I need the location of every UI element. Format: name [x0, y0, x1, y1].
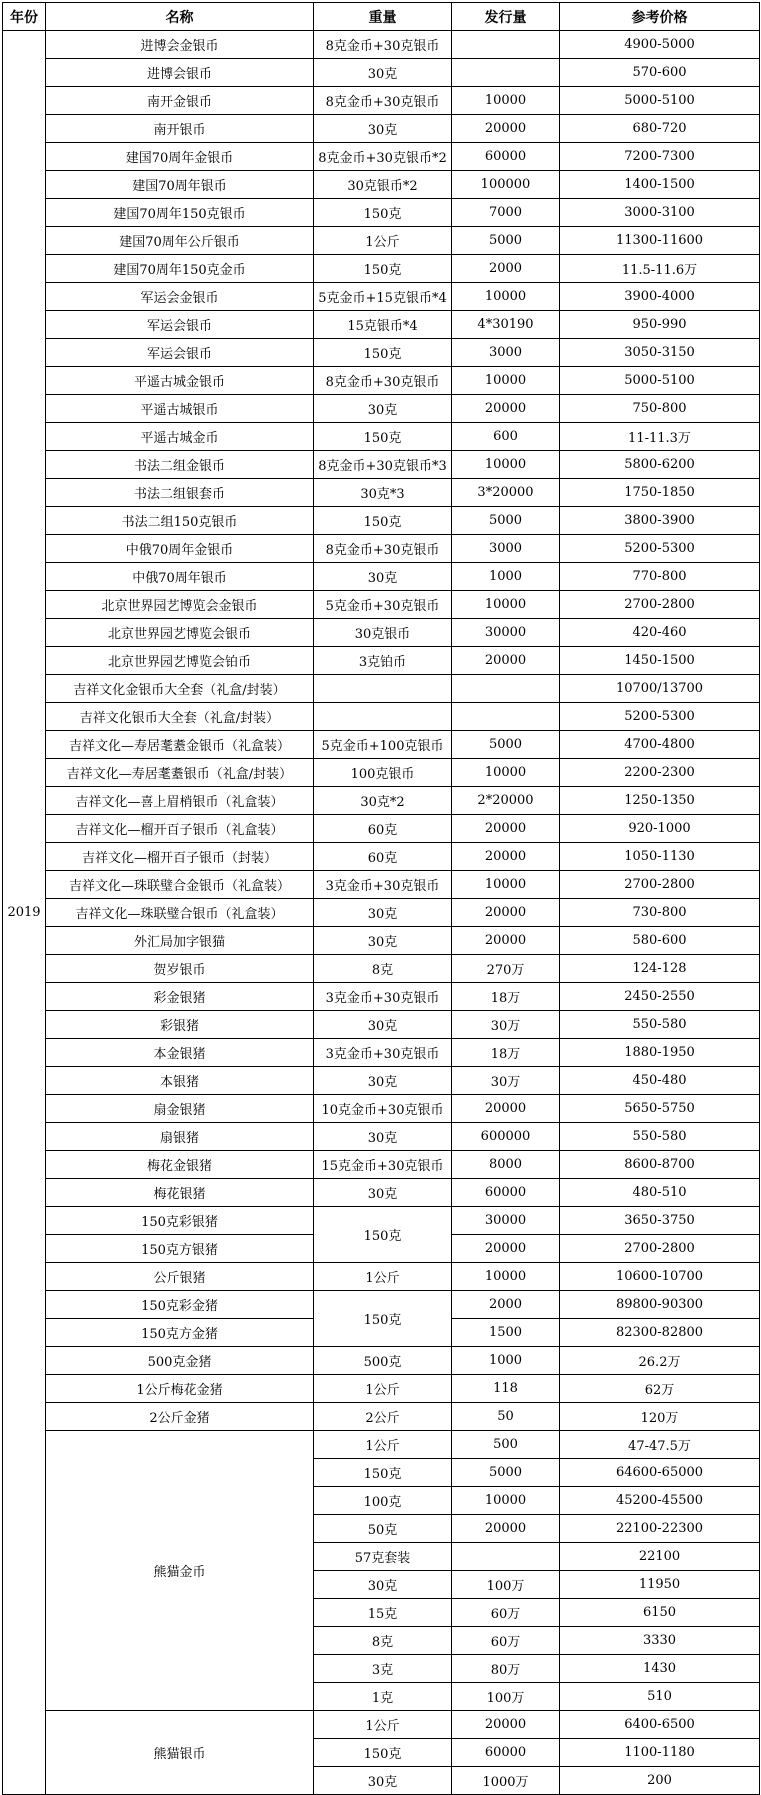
mintage-cell: 10000: [452, 871, 560, 899]
weight-cell: 1公斤: [314, 1431, 452, 1459]
table-body: [3, 31, 760, 1795]
mintage-cell: 118: [452, 1375, 560, 1403]
price-cell: 7200-7300: [560, 143, 760, 171]
price-cell: 510: [560, 1683, 760, 1711]
weight-cell: 15克银币*4: [314, 311, 452, 339]
weight-cell: 30克: [314, 1067, 452, 1095]
mintage-cell: 600: [452, 423, 560, 451]
weight-cell: 30克: [314, 1123, 452, 1151]
price-cell: 6400-6500: [560, 1711, 760, 1739]
coin-name-cell: 进博会金银币: [46, 31, 314, 59]
coin-name-cell: 吉祥文化银币大全套（礼盒/封装）: [46, 703, 314, 731]
table-row: [3, 283, 760, 311]
coin-name-cell: 南开金银币: [46, 87, 314, 115]
weight-cell: 15克金币+30克银币: [314, 1151, 452, 1179]
weight-cell: 30克: [314, 395, 452, 423]
table-row: [3, 87, 760, 115]
weight-cell: 5克金币+100克银币: [314, 731, 452, 759]
weight-cell: 8克金币+30克银币: [314, 367, 452, 395]
coin-name-cell: 500克金猪: [46, 1347, 314, 1375]
mintage-cell: 20000: [452, 1095, 560, 1123]
coin-name-cell: 进博会银币: [46, 59, 314, 87]
coin-name-cell: 军运会金银币: [46, 283, 314, 311]
price-cell: 47-47.5万: [560, 1431, 760, 1459]
price-cell: 11.5-11.6万: [560, 255, 760, 283]
mintage-cell: 30万: [452, 1067, 560, 1095]
mintage-cell: 50: [452, 1403, 560, 1431]
table-row: [3, 591, 760, 619]
mintage-cell: [452, 703, 560, 731]
mintage-cell: 60万: [452, 1627, 560, 1655]
table-row: [3, 339, 760, 367]
price-cell: 730-800: [560, 899, 760, 927]
mintage-cell: 100万: [452, 1571, 560, 1599]
mintage-cell: 20000: [452, 647, 560, 675]
coin-name-cell: 南开银币: [46, 115, 314, 143]
mintage-cell: 10000: [452, 451, 560, 479]
weight-cell: 57克套装: [314, 1543, 452, 1571]
coin-name-cell: 梅花金银猪: [46, 1151, 314, 1179]
table-row: [3, 311, 760, 339]
table-row: [3, 1291, 760, 1319]
price-cell: 2700-2800: [560, 1235, 760, 1263]
mintage-cell: [452, 1543, 560, 1571]
table-row: [3, 899, 760, 927]
mintage-cell: 1000: [452, 1347, 560, 1375]
price-cell: 3050-3150: [560, 339, 760, 367]
mintage-cell: 1000万: [452, 1767, 560, 1795]
table-row: [3, 647, 760, 675]
mintage-cell: 5000: [452, 731, 560, 759]
coin-name-cell: 中俄70周年银币: [46, 563, 314, 591]
weight-cell: [314, 703, 452, 731]
price-cell: 120万: [560, 1403, 760, 1431]
weight-cell: 1公斤: [314, 1711, 452, 1739]
header-year: 年份: [3, 3, 46, 31]
table-row: [3, 451, 760, 479]
table-row: [3, 1375, 760, 1403]
mintage-cell: 10000: [452, 367, 560, 395]
mintage-cell: 3000: [452, 535, 560, 563]
coin-name-cell: 外汇局加字银猫: [46, 927, 314, 955]
coin-name-cell: 吉祥文化—寿居耄耋金银币（礼盒装）: [46, 731, 314, 759]
price-cell: 950-990: [560, 311, 760, 339]
coin-name-cell: 建国70周年金银币: [46, 143, 314, 171]
price-cell: 920-1000: [560, 815, 760, 843]
weight-cell: 1公斤: [314, 227, 452, 255]
price-cell: 10600-10700: [560, 1263, 760, 1291]
price-cell: 26.2万: [560, 1347, 760, 1375]
coin-name-cell: 吉祥文化—榴开百子银币（礼盒装）: [46, 815, 314, 843]
mintage-cell: [452, 59, 560, 87]
coin-name-cell: 建国70周年公斤银币: [46, 227, 314, 255]
price-cell: 480-510: [560, 1179, 760, 1207]
table-row: [3, 871, 760, 899]
weight-cell: 60克: [314, 843, 452, 871]
coin-name-cell: 贺岁银币: [46, 955, 314, 983]
price-cell: 2700-2800: [560, 871, 760, 899]
price-cell: 1450-1500: [560, 647, 760, 675]
table-row: [3, 955, 760, 983]
coin-name-cell: 吉祥文化—榴开百子银币（封装）: [46, 843, 314, 871]
coin-name-cell: 彩银猪: [46, 1011, 314, 1039]
coin-name-cell: 150克彩金猪: [46, 1291, 314, 1319]
weight-cell: 15克: [314, 1599, 452, 1627]
price-cell: 2200-2300: [560, 759, 760, 787]
table-row: [3, 1095, 760, 1123]
weight-cell: 30克: [314, 1011, 452, 1039]
coin-name-cell: 150克彩银猪: [46, 1207, 314, 1235]
coin-name-cell: 150克方银猪: [46, 1235, 314, 1263]
table-row: [3, 479, 760, 507]
table-row: [3, 1207, 760, 1235]
coin-name-cell: 本金银猪: [46, 1039, 314, 1067]
mintage-cell: 100000: [452, 171, 560, 199]
weight-cell: 8克: [314, 1627, 452, 1655]
mintage-cell: 30000: [452, 619, 560, 647]
price-cell: 200: [560, 1767, 760, 1795]
mintage-cell: 20000: [452, 1711, 560, 1739]
weight-cell: 150克: [314, 1291, 452, 1347]
price-cell: 1050-1130: [560, 843, 760, 871]
mintage-cell: 60万: [452, 1599, 560, 1627]
weight-cell: 150克: [314, 255, 452, 283]
table-row: [3, 115, 760, 143]
price-cell: 22100-22300: [560, 1515, 760, 1543]
year-cell: 2019: [3, 31, 46, 1795]
price-cell: 5200-5300: [560, 703, 760, 731]
weight-cell: 50克: [314, 1515, 452, 1543]
weight-cell: 30克*2: [314, 787, 452, 815]
coin-name-cell: 北京世界园艺博览会铂币: [46, 647, 314, 675]
weight-cell: 2公斤: [314, 1403, 452, 1431]
table-row: [3, 759, 760, 787]
price-cell: 3650-3750: [560, 1207, 760, 1235]
coin-name-cell: 中俄70周年金银币: [46, 535, 314, 563]
weight-cell: 30克: [314, 927, 452, 955]
price-cell: 3330: [560, 1627, 760, 1655]
mintage-cell: 20000: [452, 1235, 560, 1263]
weight-cell: 30克: [314, 1571, 452, 1599]
header-row: [3, 3, 760, 31]
table-row: [3, 367, 760, 395]
table-row: [3, 1403, 760, 1431]
weight-cell: 8克金币+30克银币*2: [314, 143, 452, 171]
price-cell: 570-600: [560, 59, 760, 87]
weight-cell: 150克: [314, 339, 452, 367]
weight-cell: 500克: [314, 1347, 452, 1375]
coin-name-cell: 军运会银币: [46, 311, 314, 339]
weight-cell: 3克铂币: [314, 647, 452, 675]
price-cell: 4900-5000: [560, 31, 760, 59]
mintage-cell: 5000: [452, 227, 560, 255]
table-row: [3, 1011, 760, 1039]
price-cell: 5200-5300: [560, 535, 760, 563]
weight-cell: 100克银币: [314, 759, 452, 787]
panda-silver-name-cell: 熊猫银币: [46, 1711, 314, 1795]
price-cell: 5000-5100: [560, 367, 760, 395]
mintage-cell: [452, 675, 560, 703]
table-row: [3, 1151, 760, 1179]
coin-name-cell: 1公斤梅花金猪: [46, 1375, 314, 1403]
mintage-cell: 18万: [452, 1039, 560, 1067]
coin-name-cell: 梅花银猪: [46, 1179, 314, 1207]
weight-cell: 8克金币+30克银币: [314, 535, 452, 563]
mintage-cell: 20000: [452, 395, 560, 423]
mintage-cell: 30000: [452, 1207, 560, 1235]
mintage-cell: 60000: [452, 1179, 560, 1207]
table-row: [3, 255, 760, 283]
table-row: [3, 31, 760, 59]
mintage-cell: 10000: [452, 1487, 560, 1515]
price-cell: 550-580: [560, 1011, 760, 1039]
table-row: [3, 227, 760, 255]
weight-cell: 10克金币+30克银币: [314, 1095, 452, 1123]
coin-name-cell: 彩金银猪: [46, 983, 314, 1011]
weight-cell: 30克银币*2: [314, 171, 452, 199]
mintage-cell: 3000: [452, 339, 560, 367]
header-price: 参考价格: [560, 3, 760, 31]
table-row: [3, 535, 760, 563]
coin-name-cell: 平遥古城金币: [46, 423, 314, 451]
price-cell: 3900-4000: [560, 283, 760, 311]
mintage-cell: 5000: [452, 1459, 560, 1487]
table-row: [3, 787, 760, 815]
coin-name-cell: 建国70周年150克银币: [46, 199, 314, 227]
coin-name-cell: 吉祥文化—喜上眉梢银币（礼盒装）: [46, 787, 314, 815]
weight-cell: 1公斤: [314, 1263, 452, 1291]
coin-name-cell: 吉祥文化—珠联璧合银币（礼盒装）: [46, 899, 314, 927]
price-cell: 5650-5750: [560, 1095, 760, 1123]
weight-cell: 3克金币+30克银币: [314, 871, 452, 899]
mintage-cell: 3*20000: [452, 479, 560, 507]
coin-name-cell: 书法二组150克银币: [46, 507, 314, 535]
table-row: [3, 199, 760, 227]
mintage-cell: 60000: [452, 1739, 560, 1767]
mintage-cell: 600000: [452, 1123, 560, 1151]
weight-cell: 30克: [314, 899, 452, 927]
mintage-cell: 10000: [452, 759, 560, 787]
mintage-cell: 30万: [452, 1011, 560, 1039]
price-cell: 89800-90300: [560, 1291, 760, 1319]
price-cell: 1880-1950: [560, 1039, 760, 1067]
weight-cell: 150克: [314, 507, 452, 535]
price-cell: 11950: [560, 1571, 760, 1599]
price-cell: 1250-1350: [560, 787, 760, 815]
table-row: [3, 395, 760, 423]
mintage-cell: 7000: [452, 199, 560, 227]
price-cell: 450-480: [560, 1067, 760, 1095]
coin-name-cell: 书法二组银套币: [46, 479, 314, 507]
table-row: [3, 507, 760, 535]
table-row: [3, 563, 760, 591]
mintage-cell: 20000: [452, 115, 560, 143]
coin-name-cell: 公斤银猪: [46, 1263, 314, 1291]
table-row: [3, 1711, 760, 1739]
coin-name-cell: 扇金银猪: [46, 1095, 314, 1123]
price-cell: 5800-6200: [560, 451, 760, 479]
mintage-cell: 2*20000: [452, 787, 560, 815]
weight-cell: 8克: [314, 955, 452, 983]
mintage-cell: 10000: [452, 87, 560, 115]
coin-name-cell: 吉祥文化—珠联璧合金银币（礼盒装）: [46, 871, 314, 899]
mintage-cell: 2000: [452, 1291, 560, 1319]
price-cell: 124-128: [560, 955, 760, 983]
mintage-cell: 270万: [452, 955, 560, 983]
price-cell: 5000-5100: [560, 87, 760, 115]
price-cell: 550-580: [560, 1123, 760, 1151]
weight-cell: 1公斤: [314, 1375, 452, 1403]
price-cell: 82300-82800: [560, 1319, 760, 1347]
price-cell: 3800-3900: [560, 507, 760, 535]
mintage-cell: 60000: [452, 143, 560, 171]
price-cell: 11-11.3万: [560, 423, 760, 451]
price-cell: 11300-11600: [560, 227, 760, 255]
price-cell: 64600-65000: [560, 1459, 760, 1487]
weight-cell: 5克金币+15克银币*4: [314, 283, 452, 311]
weight-cell: 150克: [314, 199, 452, 227]
table-row: [3, 815, 760, 843]
weight-cell: 60克: [314, 815, 452, 843]
coin-name-cell: 建国70周年150克金币: [46, 255, 314, 283]
price-cell: 6150: [560, 1599, 760, 1627]
coin-name-cell: 书法二组金银币: [46, 451, 314, 479]
weight-cell: 1克: [314, 1683, 452, 1711]
coin-name-cell: 2公斤金猪: [46, 1403, 314, 1431]
mintage-cell: 10000: [452, 283, 560, 311]
weight-cell: 150克: [314, 1207, 452, 1263]
coin-name-cell: 扇银猪: [46, 1123, 314, 1151]
price-cell: 22100: [560, 1543, 760, 1571]
coin-price-table: [2, 2, 760, 1795]
weight-cell: 30克: [314, 563, 452, 591]
table-row: [3, 675, 760, 703]
price-cell: 580-600: [560, 927, 760, 955]
mintage-cell: 4*30190: [452, 311, 560, 339]
price-cell: 62万: [560, 1375, 760, 1403]
price-cell: 1750-1850: [560, 479, 760, 507]
coin-name-cell: 吉祥文化—寿居耄耋银币（礼盒/封装）: [46, 759, 314, 787]
mintage-cell: 2000: [452, 255, 560, 283]
weight-cell: 8克金币+30克银币: [314, 87, 452, 115]
table-row: [3, 171, 760, 199]
weight-cell: 150克: [314, 423, 452, 451]
coin-name-cell: 军运会银币: [46, 339, 314, 367]
weight-cell: 30克: [314, 1767, 452, 1795]
price-cell: 770-800: [560, 563, 760, 591]
price-cell: 750-800: [560, 395, 760, 423]
price-cell: 8600-8700: [560, 1151, 760, 1179]
table-row: [3, 143, 760, 171]
header-name: 名称: [46, 3, 314, 31]
mintage-cell: [452, 31, 560, 59]
coin-name-cell: 150克方金猪: [46, 1319, 314, 1347]
mintage-cell: 10000: [452, 591, 560, 619]
coin-name-cell: 北京世界园艺博览会金银币: [46, 591, 314, 619]
mintage-cell: 80万: [452, 1655, 560, 1683]
mintage-cell: 20000: [452, 927, 560, 955]
mintage-cell: 10000: [452, 1263, 560, 1291]
price-cell: 10700/13700: [560, 675, 760, 703]
weight-cell: 30克: [314, 59, 452, 87]
price-cell: 680-720: [560, 115, 760, 143]
price-cell: 2700-2800: [560, 591, 760, 619]
weight-cell: 150克: [314, 1459, 452, 1487]
table-row: [3, 1263, 760, 1291]
price-cell: 2450-2550: [560, 983, 760, 1011]
weight-cell: 3克金币+30克银币: [314, 1039, 452, 1067]
table-row: [3, 59, 760, 87]
mintage-cell: 20000: [452, 815, 560, 843]
header-weight: 重量: [314, 3, 452, 31]
weight-cell: 100克: [314, 1487, 452, 1515]
table-row: [3, 983, 760, 1011]
coin-name-cell: 本银猪: [46, 1067, 314, 1095]
coin-name-cell: 建国70周年银币: [46, 171, 314, 199]
mintage-cell: 5000: [452, 507, 560, 535]
weight-cell: 150克: [314, 1739, 452, 1767]
coin-name-cell: 吉祥文化金银币大全套（礼盒/封装）: [46, 675, 314, 703]
weight-cell: 30克: [314, 1179, 452, 1207]
table-row: [3, 1179, 760, 1207]
price-cell: 1430: [560, 1655, 760, 1683]
weight-cell: 3克: [314, 1655, 452, 1683]
mintage-cell: 8000: [452, 1151, 560, 1179]
coin-name-cell: 北京世界园艺博览会银币: [46, 619, 314, 647]
weight-cell: 30克*3: [314, 479, 452, 507]
mintage-cell: 1000: [452, 563, 560, 591]
table-row: [3, 1123, 760, 1151]
price-cell: 4700-4800: [560, 731, 760, 759]
weight-cell: 8克金币+30克银币*3: [314, 451, 452, 479]
price-cell: 45200-45500: [560, 1487, 760, 1515]
mintage-cell: 20000: [452, 843, 560, 871]
price-cell: 1400-1500: [560, 171, 760, 199]
table-row: [3, 423, 760, 451]
price-cell: 420-460: [560, 619, 760, 647]
panda-gold-name-cell: 熊猫金币: [46, 1431, 314, 1711]
table-row: [3, 731, 760, 759]
coin-name-cell: 平遥古城银币: [46, 395, 314, 423]
weight-cell: 3克金币+30克银币: [314, 983, 452, 1011]
weight-cell: 30克: [314, 115, 452, 143]
weight-cell: 5克金币+30克银币: [314, 591, 452, 619]
weight-cell: 30克银币: [314, 619, 452, 647]
mintage-cell: 18万: [452, 983, 560, 1011]
table-row: [3, 1431, 760, 1459]
header-mintage: 发行量: [452, 3, 560, 31]
table-row: [3, 1067, 760, 1095]
price-cell: 1100-1180: [560, 1739, 760, 1767]
table-row: [3, 619, 760, 647]
weight-cell: [314, 675, 452, 703]
mintage-cell: 1500: [452, 1319, 560, 1347]
mintage-cell: 20000: [452, 899, 560, 927]
price-cell: 3000-3100: [560, 199, 760, 227]
table-row: [3, 927, 760, 955]
table-row: [3, 843, 760, 871]
mintage-cell: 500: [452, 1431, 560, 1459]
table-row: [3, 1039, 760, 1067]
weight-cell: 8克金币+30克银币: [314, 31, 452, 59]
table-row: [3, 1347, 760, 1375]
mintage-cell: 100万: [452, 1683, 560, 1711]
coin-name-cell: 平遥古城金银币: [46, 367, 314, 395]
mintage-cell: 20000: [452, 1515, 560, 1543]
table-row: [3, 703, 760, 731]
